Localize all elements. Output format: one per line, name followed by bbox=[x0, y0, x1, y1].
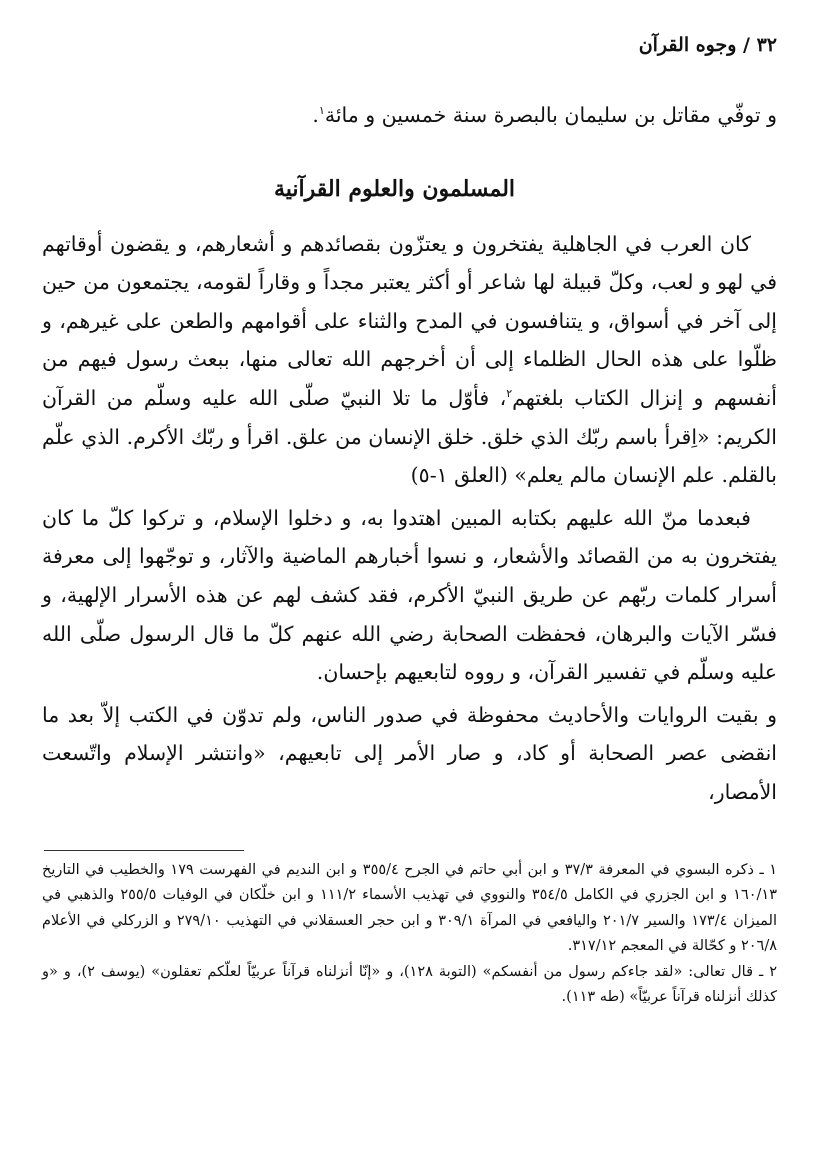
footnote-ref-2: ٢ bbox=[506, 387, 513, 401]
opening-line: و توفّي مقاتل بن سليمان بالبصرة سنة خمسين و مائة$^١$. bbox=[312, 103, 777, 127]
footnotes bbox=[42, 858, 777, 1010]
footnote-ref-1: ١ bbox=[318, 104, 325, 118]
footnote-1: ١ ـ ذكره البسوي في المعرفة ٣٧/٣ و ابن أبي حاتم في الجرح ٣٥٥/٤ و ابن النديم في الفهرست ١٧٩ والخطيب في التاريخ ١٦٠/١٣ و ابن الجزري في الكامل ٣٥٤/٥ والنووي في تهذيب الأسماء ١١١/٢ و ابن خلّكان في الوفيات ٢٥٥/٥ والذهبي في الميزان ١٧٣/٤ والسير ٢٠١/٧ واليافعي في المرآة ٣٠٩/١ و ابن حجر العسقلاني في التهذيب ٢٧٩/١٠ و الزركلي في الأعلام ٢٠٦/٨ و كحّالة في المعجم ٣١٧/١٢. bbox=[42, 862, 778, 955]
page-header bbox=[44, 30, 777, 60]
footnote-2: ٢ ـ قال تعالى: «لقد جاءكم رسول من أنفسكم» (التوبة ١٢٨)، و «إنّا أنزلناه قرآناً عربيّاً لعلّكم تعقلون» (يوسف ٢)، و «و كذلك أنزلناه قرآناً عربيّاً» (طه ١١٣). bbox=[42, 963, 777, 1006]
paragraph-1: كان العرب في الجاهلية يفتخرون و يعتزّون بقصائدهم و أشعارهم، و يقضون أوقاتهم في لهو و لعب، وكلّ قبيلة لها شاعر أو أكثر يعتبر مجداً و وقاراً لقومه، يجتمعون من حين إلى آخر في أسواق، و يتنافسون في المدح والثناء على أقوامهم والطعن على غيرهم، و ظلّوا على هذه الحال الظلماء إلى أن أخرجهم الله تعالى منها، ببعث رسول فيهم من أنفسهم و إنزال الكتاب بلغتهم$^٢$، فأوّل ما تلا النبيّ صلّى الله عليه وسلّم من القرآن الكريم: «اِقرأ باسم ربّك الذي خلق. خلق الإنسان من علق. اقرأ و ربّك الأكرم. الذي علّم بالقلم. علم الإنسان مالم يعلم» (العلق ١-٥) bbox=[42, 231, 777, 488]
running-head: ٣٢ / وجوه القرآن bbox=[638, 34, 777, 56]
main-text bbox=[42, 96, 777, 812]
section-title: المسلمون والعلوم القرآنية bbox=[273, 175, 516, 202]
footnote-divider bbox=[44, 850, 244, 851]
paragraph-3: و بقيت الروايات والأحاديث محفوظة في صدور الناس، ولم تدوّن في الكتب إلاّ بعد ما انقضى عصر الصحابة أو كاد، و صار الأمر إلى تابعيهم، «وانتشر الإسلام واتّسعت الأمصار، bbox=[42, 702, 777, 804]
paragraph-2: فبعدما منّ الله عليهم بكتابه المبين اهتدوا به، و دخلوا الإسلام، و تركوا كلّ ما كان يفتخرون به من القصائد والأشعار، و نسوا أخبارهم الماضية والآثار، و توجّهوا إلى معرفة أسرار كلمات ربّهم عن طريق النبيّ الأكرم، فقد كشف لهم عن هذه الأسرار الإلهية، و فسّر الآيات والبرهان، فحفظت الصحابة رضي الله عنهم كلّ ما قال الرسول صلّى الله عليه وسلّم في تفسير القرآن، و رووه لتابعيهم بإحسان. bbox=[42, 505, 778, 685]
